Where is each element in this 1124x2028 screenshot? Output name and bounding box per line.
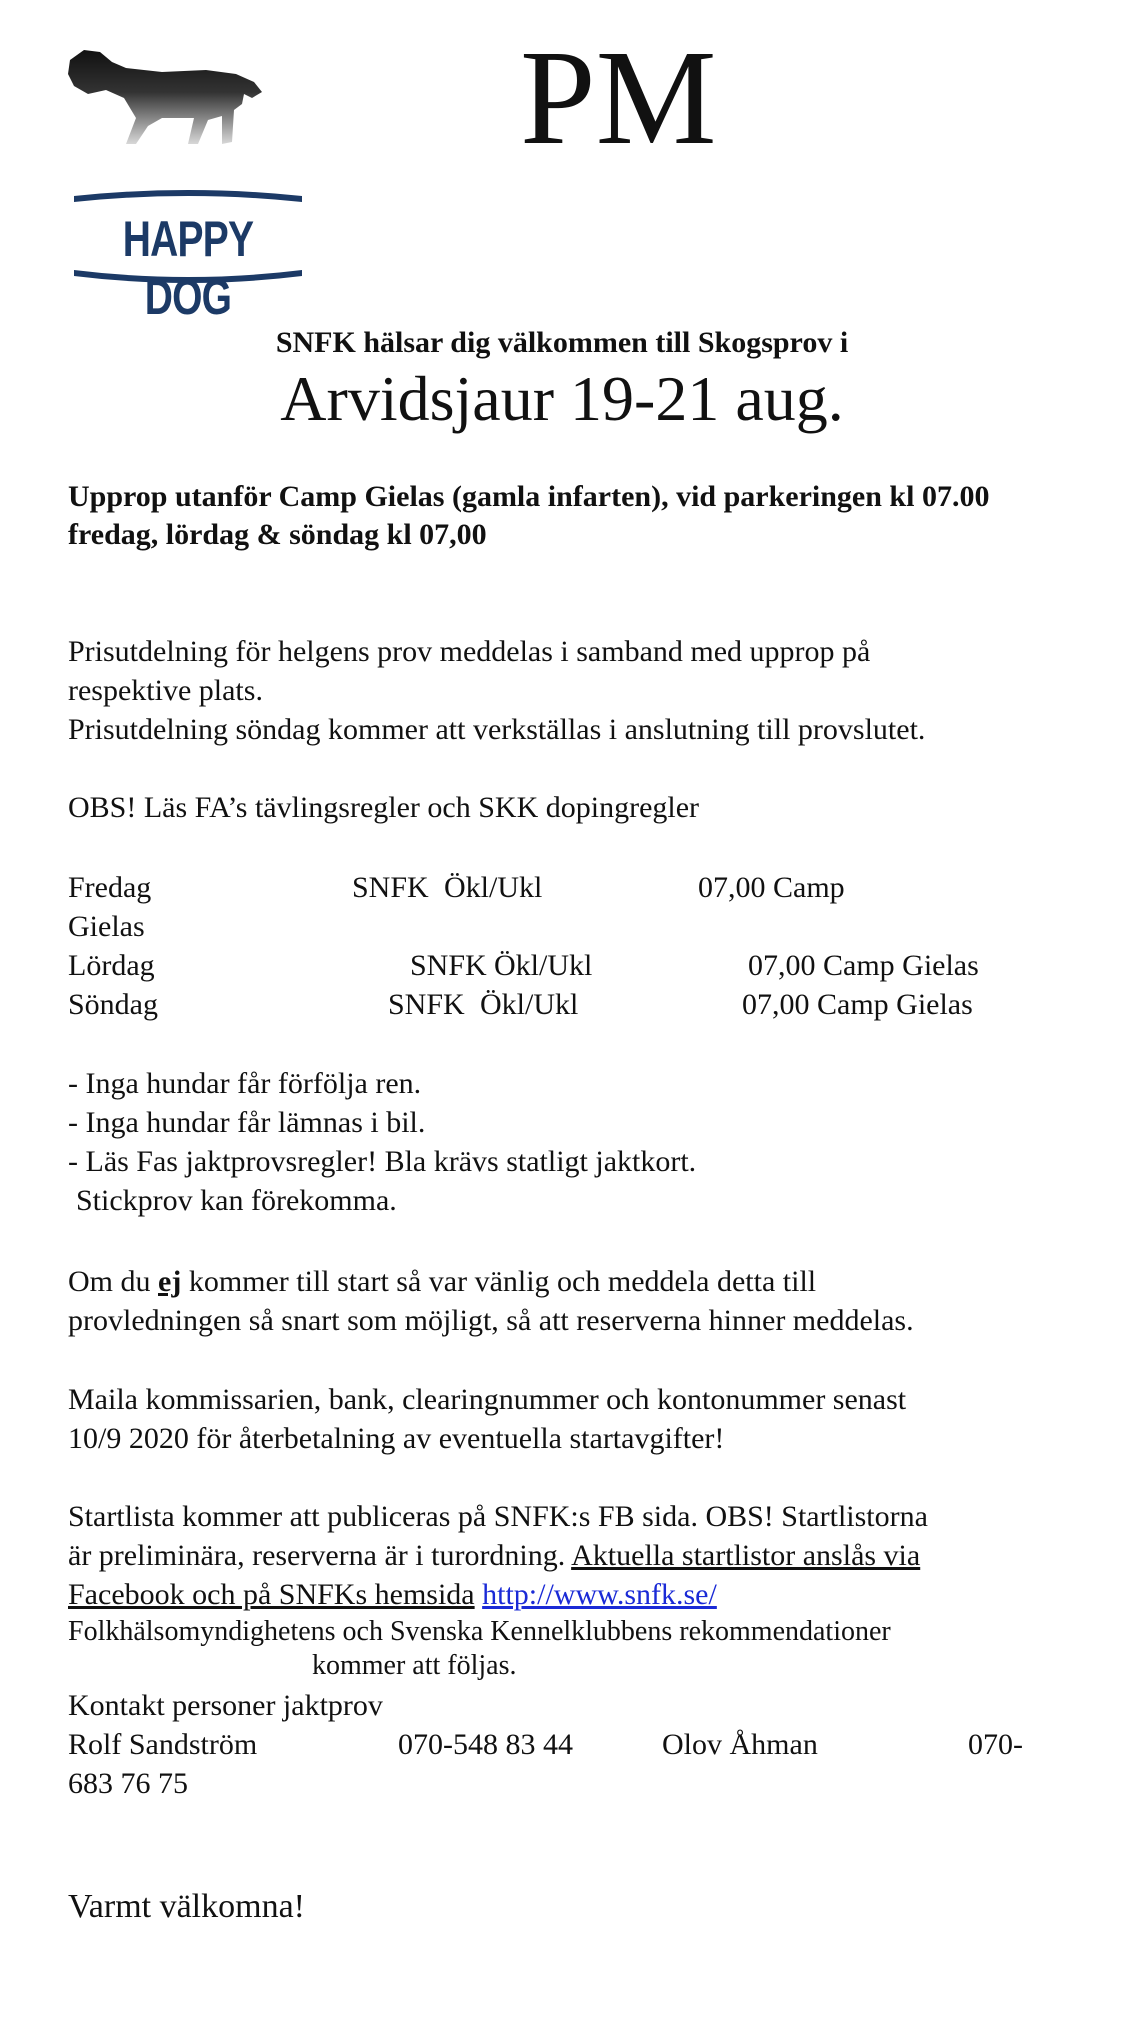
contact-name: Olov Åhman [662, 1728, 818, 1761]
rules-list [68, 1064, 1098, 1220]
prize-paragraph [68, 632, 1098, 749]
refund-line: 10/9 2020 för återbetalning av eventuella startavgifter! [68, 1422, 725, 1455]
contacts-row [68, 1725, 1098, 1764]
contact-name: Rolf Sandström [68, 1728, 258, 1761]
rule-item: - Inga hundar får lämnas i bil. [68, 1106, 426, 1139]
closing-greeting: Varmt välkomna! [68, 1888, 305, 1925]
schedule-day: Lördag [68, 949, 155, 982]
schedule-class: Ökl/Ukl [494, 949, 593, 982]
absence-emphasis: ej [158, 1265, 182, 1298]
startlist-line: Startlista kommer att publiceras på SNFK:s FB sida. OBS! Startlistorna [68, 1500, 928, 1533]
startlist-underlined: Aktuella startlistor anslås via [571, 1539, 921, 1572]
schedule-row-overflow [68, 907, 1098, 946]
snfk-website-link[interactable]: http://www.snfk.se/ [482, 1578, 717, 1611]
schedule-time-place: 07,00 Camp Gielas [748, 949, 979, 982]
schedule-class: Ökl/Ukl [480, 988, 579, 1021]
schedule [68, 868, 1098, 1024]
prize-line: Prisutdelning för helgens prov meddelas i samband med upprop på [68, 635, 871, 668]
rule-item: Stickprov kan förekomma. [76, 1184, 397, 1217]
absence-paragraph [68, 1262, 1098, 1340]
contacts-heading: Kontakt personer jaktprov [68, 1689, 383, 1722]
refund-line: Maila kommissarien, bank, clearingnummer och kontonummer senast [68, 1383, 907, 1416]
schedule-row [68, 946, 1098, 985]
event-heading: Arvidsjaur 19-21 aug. [280, 363, 844, 434]
schedule-row [68, 985, 1098, 1024]
absence-text-after: kommer till start så var vänlig och meddela detta till [181, 1265, 817, 1298]
rule-item: - Läs Fas jaktprovsregler! Bla krävs statligt jaktkort. [68, 1145, 697, 1178]
schedule-overflow: Gielas [68, 910, 145, 943]
happy-dog-logo [68, 184, 308, 325]
contact-phone: 070- [968, 1728, 1023, 1761]
prize-line: Prisutdelning söndag kommer att verkställas i anslutning till provslutet. [68, 713, 926, 746]
welcome-heading: SNFK hälsar dig välkommen till Skogsprov i [275, 326, 849, 359]
prize-line: respektive plats. [68, 674, 263, 707]
schedule-day: Söndag [68, 988, 158, 1021]
contact-phone-continued: 683 76 75 [68, 1767, 188, 1800]
contact-phone: 070-548 83 44 [398, 1728, 573, 1761]
refund-paragraph [68, 1380, 1098, 1458]
upprop-line: fredag, lördag & söndag kl 07,00 [68, 518, 487, 551]
schedule-time-place: 07,00 Camp [698, 871, 845, 904]
notice-paragraph: OBS! Läs FA’s tävlingsregler och SKK dopingregler [68, 791, 700, 824]
happy-dog-logo-text: HAPPY DOG [122, 211, 254, 325]
upprop-line: Upprop utanför Camp Gielas (gamla infarten), vid parkeringen kl 07.00 [68, 480, 990, 513]
startlist-text: är preliminära, reserverna är i turordning. [68, 1539, 572, 1572]
schedule-row [68, 868, 1098, 907]
schedule-club: SNFK [410, 949, 487, 982]
startlist-line [68, 1575, 1098, 1614]
schedule-day: Fredag [68, 871, 152, 904]
contacts [68, 1686, 1098, 1803]
page-title: PM [520, 23, 717, 173]
schedule-club: SNFK [352, 871, 429, 904]
schedule-club: SNFK [388, 988, 465, 1021]
startlist-line [68, 1536, 1098, 1575]
absence-line: provledningen så snart som möjligt, så att reserverna hinner meddelas. [68, 1304, 914, 1337]
health-line: Folkhälsomyndighetens och Svenska Kennelklubbens rekommendationer [68, 1616, 891, 1647]
schedule-time-place: 07,00 Camp Gielas [742, 988, 973, 1021]
startlist-underlined: Facebook och på SNFKs hemsida [68, 1578, 475, 1611]
health-line: kommer att följas. [312, 1650, 517, 1681]
health-notice [68, 1615, 1098, 1683]
upprop-info [68, 478, 1088, 554]
absence-text-before: Om du [68, 1265, 158, 1298]
dog-silhouette-logo [66, 46, 266, 150]
absence-line [68, 1262, 1098, 1301]
startlist-paragraph [68, 1497, 1098, 1614]
schedule-class: Ökl/Ukl [444, 871, 543, 904]
rule-item: - Inga hundar får förfölja ren. [68, 1067, 422, 1100]
